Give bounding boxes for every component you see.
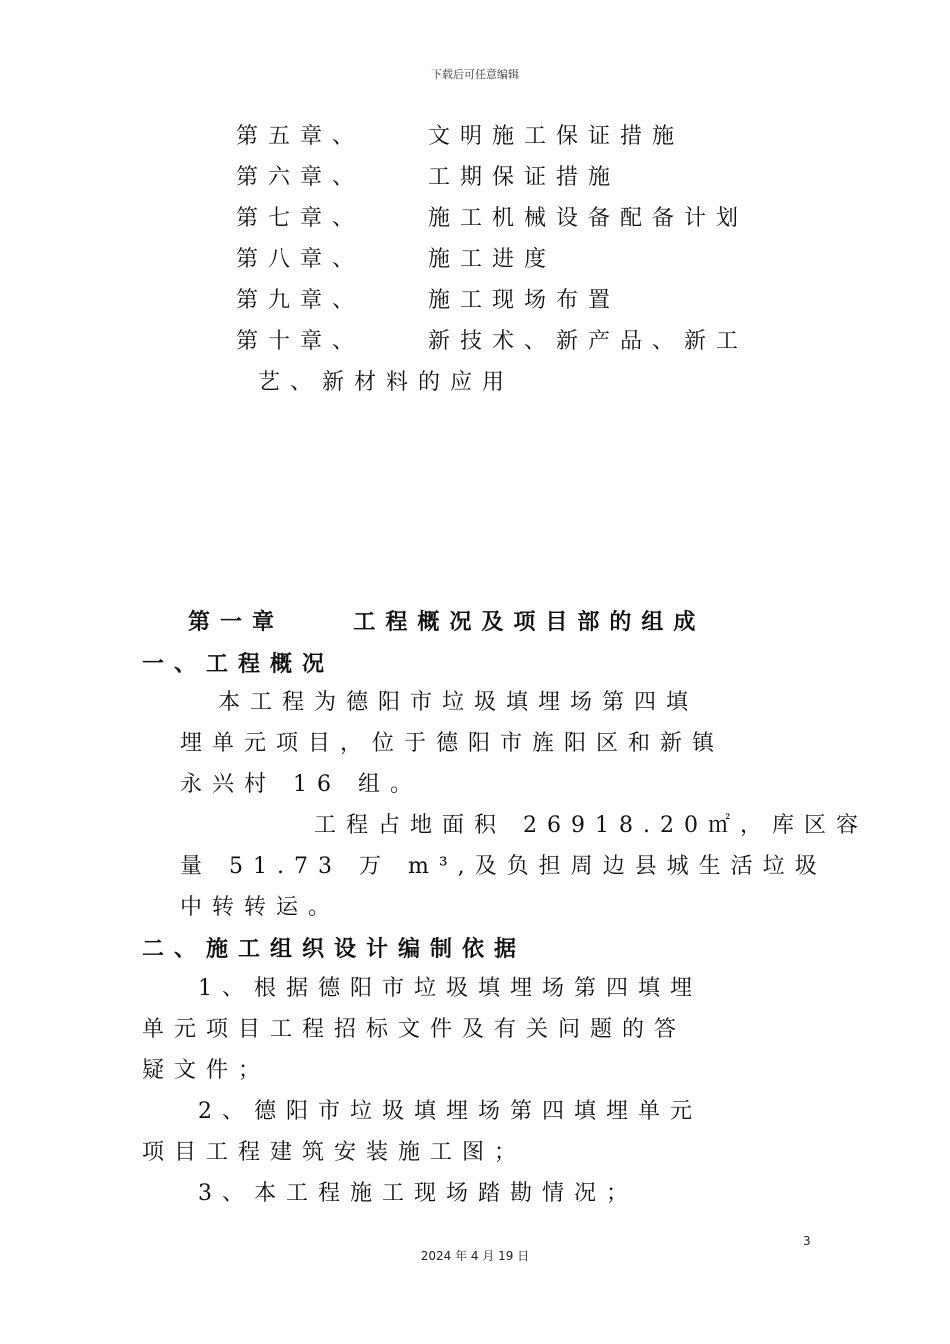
toc-entry-title: 施工进度 bbox=[428, 247, 557, 272]
toc-entry-title: 新技术、新产品、新工 bbox=[428, 329, 749, 354]
paragraph-line: 疑文件； bbox=[142, 1058, 271, 1083]
paragraph-line: 中转转运。 bbox=[180, 895, 341, 920]
section-heading: 一、工程概况 bbox=[142, 651, 335, 677]
paragraph-line: 3、本工程施工现场踏勘情况； bbox=[198, 1181, 638, 1206]
footer-date: 2024 年 4 月 19 日 bbox=[420, 1249, 530, 1263]
toc-entry-title: 施工机械设备配备计划 bbox=[428, 206, 749, 231]
toc-entry-number: 第五章、 bbox=[236, 124, 365, 149]
toc-entry-title: 施工现场布置 bbox=[428, 288, 621, 313]
toc-entry-number: 第八章、 bbox=[236, 247, 365, 272]
toc-entry-title: 工期保证措施 bbox=[428, 165, 621, 190]
section-heading: 二、施工组织设计编制依据 bbox=[142, 936, 527, 962]
paragraph-line: 永兴村 16 组。 bbox=[180, 772, 422, 797]
toc-entry-title: 文明施工保证措施 bbox=[428, 124, 685, 149]
toc-entry-number: 第六章、 bbox=[236, 165, 365, 190]
chapter-number: 第一章 bbox=[188, 609, 285, 635]
paragraph-line: 2、德阳市垃圾填埋场第四填埋单元 bbox=[198, 1099, 702, 1124]
chapter-heading bbox=[188, 608, 705, 636]
paragraph-line: 单元项目工程招标文件及有关问题的答 bbox=[142, 1017, 687, 1042]
paragraph-line: 项目工程建筑安装施工图； bbox=[142, 1140, 527, 1165]
paragraph-line: 本工程为德阳市垃圾填埋场第四填 bbox=[218, 690, 699, 715]
toc-entry-number: 第九章、 bbox=[236, 288, 365, 313]
page-header: 下载后可任意编辑 bbox=[431, 68, 519, 81]
paragraph-line: 工程占地面积 26918.20㎡，库区容 bbox=[314, 813, 868, 838]
paragraph-line: 1、根据德阳市垃圾填埋场第四填埋 bbox=[198, 976, 702, 1001]
page-number: 3 bbox=[803, 1234, 811, 1248]
paragraph-line: 量 51.73 万 m³,及负担周边县城生活垃圾 bbox=[180, 854, 827, 879]
paragraph-line: 埋单元项目，位于德阳市旌阳区和新镇 bbox=[180, 731, 725, 756]
toc-entry-continuation: 艺、新材料的应用 bbox=[258, 370, 515, 395]
chapter-title: 工程概况及项目部的组成 bbox=[353, 609, 706, 635]
toc-entry-number: 第十章、 bbox=[236, 329, 365, 354]
toc-entry-number: 第七章、 bbox=[236, 206, 365, 231]
